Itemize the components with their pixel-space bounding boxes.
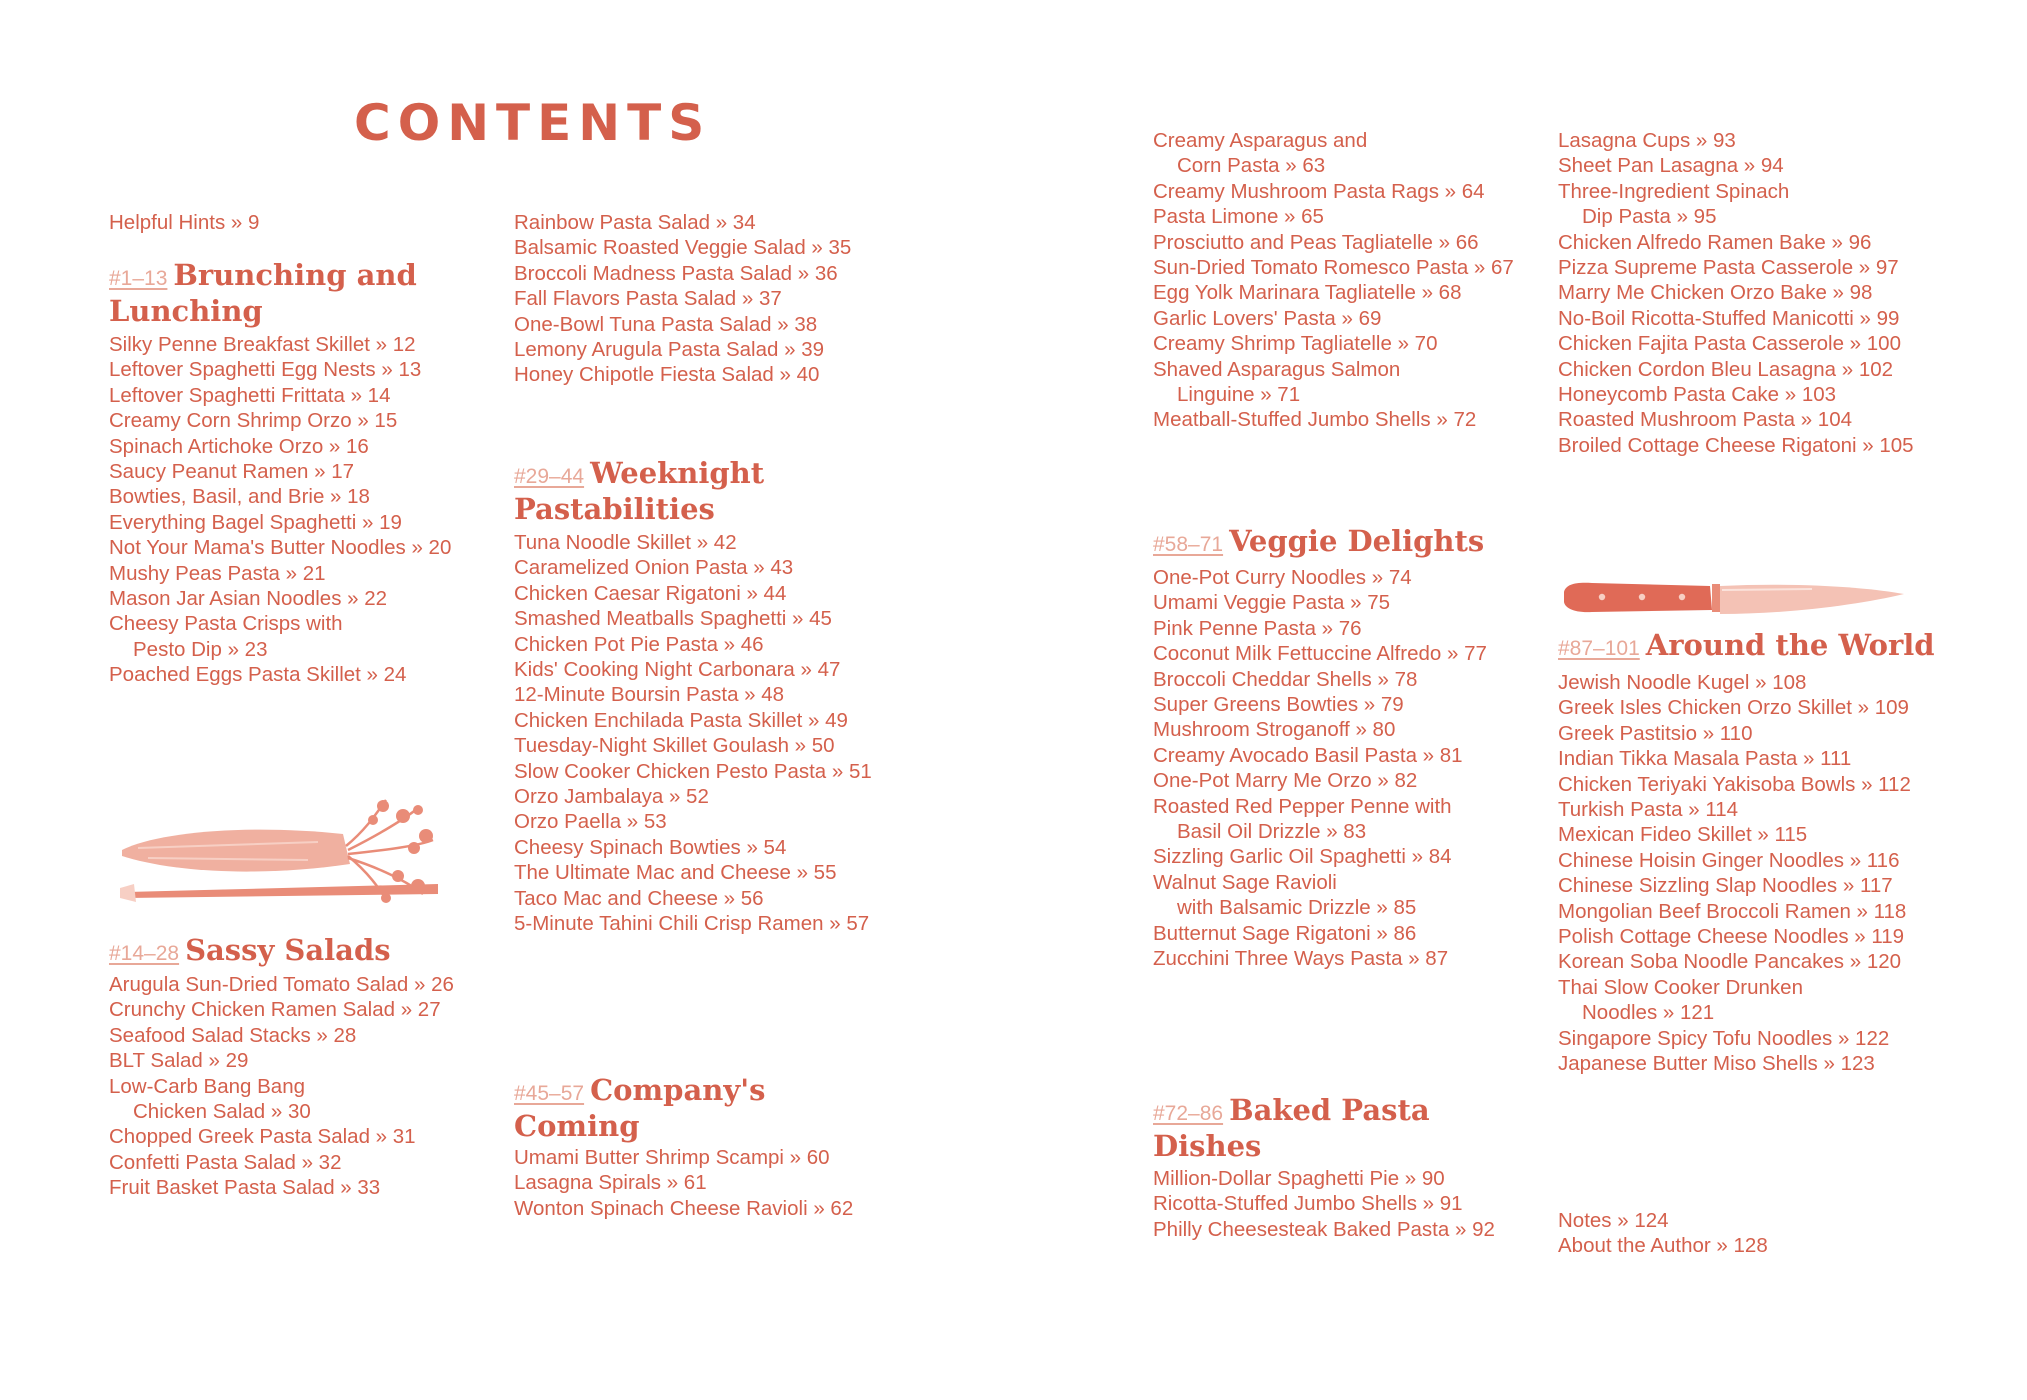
toc-entry: Marry Me Chicken Orzo Bake » 98 [1558, 281, 1873, 305]
toc-entry: Chicken Fajita Pasta Casserole » 100 [1558, 332, 1901, 356]
toc-entry: Noodles » 121 [1582, 1001, 1715, 1025]
toc-entry: BLT Salad » 29 [109, 1049, 249, 1073]
section-list-salads [109, 972, 454, 1201]
section-list-world [1558, 670, 1911, 1077]
toc-entry: Honey Chipotle Fiesta Salad » 40 [514, 363, 820, 387]
toc-entry: Walnut Sage Ravioli [1153, 870, 1337, 894]
toc-entry: Three-Ingredient Spinach [1558, 179, 1790, 203]
toc-entry: Crunchy Chicken Ramen Salad » 27 [109, 998, 441, 1022]
toc-entry: Bowties, Basil, and Brie » 18 [109, 485, 370, 509]
section-heading-salads [109, 934, 391, 970]
toc-entry: Prosciutto and Peas Tagliatelle » 66 [1153, 230, 1479, 254]
toc-entry: Dip Pasta » 95 [1582, 205, 1717, 229]
section-title-line [514, 457, 764, 493]
toc-column-3 [1153, 128, 1514, 433]
toc-entry: Corn Pasta » 63 [1177, 154, 1326, 178]
section-heading-company [514, 1074, 765, 1143]
toc-entry: Confetti Pasta Salad » 32 [109, 1150, 342, 1174]
toc-entry: Kids' Cooking Night Carbonara » 47 [514, 658, 841, 682]
section-title-line [514, 1074, 765, 1110]
toc-entry: Broccoli Madness Pasta Salad » 36 [514, 261, 838, 285]
toc-entry: Pizza Supreme Pasta Casserole » 97 [1558, 256, 1899, 280]
section-title-line [1558, 629, 1935, 665]
section-title-line [514, 1110, 765, 1143]
toc-entry: Creamy Asparagus and [1153, 129, 1368, 152]
toc-entry: Mason Jar Asian Noodles » 22 [109, 587, 388, 611]
section-title-line [1153, 525, 1484, 561]
toc-entry: Poached Eggs Pasta Skillet » 24 [109, 663, 407, 687]
toc-entry: Mongolian Beef Broccoli Ramen » 118 [1558, 899, 1907, 923]
toc-entry: Tuna Noodle Skillet » 42 [514, 531, 737, 554]
toc-entry: Not Your Mama's Butter Noodles » 20 [109, 536, 452, 560]
section-title-line [514, 493, 764, 526]
toc-entry: Broiled Cottage Cheese Rigatoni » 105 [1558, 433, 1914, 457]
section-heading-veggie [1153, 525, 1484, 561]
toc-entry: Umami Butter Shrimp Scampi » 60 [514, 1146, 830, 1169]
toc-entry: Chicken Salad » 30 [133, 1100, 311, 1124]
toc-entry: Mushroom Stroganoff » 80 [1153, 718, 1396, 742]
toc-entry: Sizzling Garlic Oil Spaghetti » 84 [1153, 845, 1452, 869]
toc-entry: Broccoli Cheddar Shells » 78 [1153, 667, 1418, 691]
toc-entry: Silky Penne Breakfast Skillet » 12 [109, 333, 416, 356]
section-list-weeknight [514, 530, 872, 937]
section-title-line [109, 295, 417, 328]
toc-entry: Low-Carb Bang Bang [109, 1074, 306, 1098]
section-heading-brunching [109, 259, 417, 328]
back-matter-list [1558, 1208, 1768, 1259]
toc-entry: Rainbow Pasta Salad » 34 [514, 211, 756, 234]
carrot-icon [118, 798, 438, 908]
toc-entry: Roasted Red Pepper Penne with [1153, 794, 1452, 818]
toc-entry: Creamy Mushroom Pasta Rags » 64 [1153, 179, 1485, 203]
toc-entry: Indian Tikka Masala Pasta » 111 [1558, 747, 1852, 771]
toc-column-4 [1558, 128, 1914, 458]
section-list-veggie [1153, 565, 1487, 972]
toc-entry: Leftover Spaghetti Egg Nests » 13 [109, 358, 422, 382]
section-name: Veggie Delights [1229, 524, 1485, 558]
section-heading-weeknight [514, 457, 764, 526]
toc-entry: Leftover Spaghetti Frittata » 14 [109, 383, 391, 407]
section-name: Around the World [1645, 628, 1935, 662]
toc-entry: Meatball-Stuffed Jumbo Shells » 72 [1153, 408, 1477, 432]
section-heading-world [1558, 629, 1935, 665]
section-name: Baked Pasta [1229, 1093, 1430, 1127]
toc-entry: Singapore Spicy Tofu Noodles » 122 [1558, 1026, 1890, 1050]
toc-entry: Philly Cheesesteak Baked Pasta » 92 [1153, 1217, 1495, 1241]
toc-entry: Chicken Enchilada Pasta Skillet » 49 [514, 708, 848, 732]
toc-entry: Creamy Shrimp Tagliatelle » 70 [1153, 332, 1438, 356]
section-name: Weeknight [590, 456, 765, 490]
toc-entry: Lasagna Cups » 93 [1558, 129, 1736, 152]
toc-entry: Slow Cooker Chicken Pesto Pasta » 51 [514, 759, 872, 783]
toc-entry: Spinach Artichoke Orzo » 16 [109, 434, 369, 458]
toc-entry: Korean Soba Noodle Pancakes » 120 [1558, 950, 1902, 974]
section-name: Lunching [109, 294, 263, 328]
toc-column-2 [514, 210, 851, 388]
toc-entry: Chicken Caesar Rigatoni » 44 [514, 581, 787, 605]
toc-entry: Polish Cottage Cheese Noodles » 119 [1558, 925, 1905, 949]
toc-entry: Garlic Lovers' Pasta » 69 [1153, 306, 1382, 330]
toc-entry: Ricotta-Stuffed Jumbo Shells » 91 [1153, 1192, 1463, 1216]
toc-entry: Shaved Asparagus Salmon [1153, 357, 1401, 381]
toc-entry: Orzo Paella » 53 [514, 810, 667, 834]
toc-entry: Helpful Hints » 9 [109, 211, 260, 234]
toc-entry: Cheesy Spinach Bowties » 54 [514, 835, 787, 859]
toc-entry: Pink Penne Pasta » 76 [1153, 616, 1362, 640]
toc-entry: Creamy Corn Shrimp Orzo » 15 [109, 409, 398, 433]
section-list-brunching [109, 332, 451, 688]
toc-entry: Seafood Salad Stacks » 28 [109, 1023, 357, 1047]
toc-entry: Wonton Spinach Cheese Ravioli » 62 [514, 1196, 854, 1220]
toc-entry: Sheet Pan Lasagna » 94 [1558, 154, 1784, 178]
toc-entry: Notes » 124 [1558, 1209, 1669, 1232]
toc-entry: Egg Yolk Marinara Tagliatelle » 68 [1153, 281, 1462, 305]
toc-entry: Chicken Teriyaki Yakisoba Bowls » 112 [1558, 772, 1911, 796]
toc-entry: Jewish Noodle Kugel » 108 [1558, 671, 1807, 694]
toc-entry: Fruit Basket Pasta Salad » 33 [109, 1176, 381, 1200]
toc-entry: 12-Minute Boursin Pasta » 48 [514, 683, 785, 707]
section-number: #45–57 [514, 1082, 585, 1105]
toc-entry: Chicken Alfredo Ramen Bake » 96 [1558, 230, 1872, 254]
toc-entry: Chopped Greek Pasta Salad » 31 [109, 1125, 416, 1149]
section-heading-baked [1153, 1094, 1430, 1163]
section-name: Brunching and [173, 258, 417, 292]
section-number: #87–101 [1558, 637, 1640, 660]
toc-entry: Chinese Sizzling Slap Noodles » 117 [1558, 874, 1893, 898]
toc-entry: Turkish Pasta » 114 [1558, 798, 1739, 822]
toc-entry: Million-Dollar Spaghetti Pie » 90 [1153, 1167, 1445, 1190]
toc-entry: Thai Slow Cooker Drunken [1558, 975, 1803, 999]
section-title-line [1153, 1130, 1430, 1163]
section-number: #14–28 [109, 942, 180, 965]
toc-entry: Roasted Mushroom Pasta » 104 [1558, 408, 1852, 432]
toc-entry: One-Pot Curry Noodles » 74 [1153, 566, 1412, 589]
toc-entry: Taco Mac and Cheese » 56 [514, 886, 764, 910]
knife-icon [1562, 578, 1907, 620]
section-list-baked [1153, 1166, 1495, 1242]
section-number: #29–44 [514, 465, 585, 488]
toc-entry: Fall Flavors Pasta Salad » 37 [514, 287, 782, 311]
toc-entry: Chicken Cordon Bleu Lasagna » 102 [1558, 357, 1894, 381]
toc-entry: One-Bowl Tuna Pasta Salad » 38 [514, 312, 818, 336]
section-title-line [1153, 1094, 1430, 1130]
toc-entry: Greek Pastitsio » 110 [1558, 721, 1753, 745]
toc-entry: No-Boil Ricotta-Stuffed Manicotti » 99 [1558, 306, 1900, 330]
toc-entry: with Balsamic Drizzle » 85 [1177, 896, 1417, 920]
toc-entry: Linguine » 71 [1177, 383, 1301, 407]
toc-entry: Mushy Peas Pasta » 21 [109, 561, 326, 585]
section-name: Coming [514, 1109, 640, 1143]
toc-entry: The Ultimate Mac and Cheese » 55 [514, 861, 837, 885]
toc-entry: Lasagna Spirals » 61 [514, 1171, 707, 1195]
toc-entry: Cheesy Pasta Crisps with [109, 612, 343, 636]
toc-entry: Japanese Butter Miso Shells » 123 [1558, 1052, 1875, 1076]
toc-entry: Butternut Sage Rigatoni » 86 [1153, 921, 1417, 945]
section-title-line [109, 259, 417, 295]
toc-entry: Orzo Jambalaya » 52 [514, 785, 709, 809]
section-name: Company's [590, 1073, 766, 1107]
section-number: #72–86 [1153, 1102, 1224, 1125]
toc-entry: Coconut Milk Fettuccine Alfredo » 77 [1153, 642, 1487, 666]
section-name: Sassy Salads [185, 933, 391, 967]
toc-entry: Smashed Meatballs Spaghetti » 45 [514, 607, 832, 631]
toc-entry: Pasta Limone » 65 [1153, 205, 1324, 229]
toc-column-1 [109, 210, 259, 235]
toc-entry: Arugula Sun-Dried Tomato Salad » 26 [109, 973, 454, 996]
toc-entry: One-Pot Marry Me Orzo » 82 [1153, 769, 1418, 793]
section-title-line [109, 934, 391, 970]
toc-entry: Chicken Pot Pie Pasta » 46 [514, 632, 764, 656]
toc-entry: Sun-Dried Tomato Romesco Pasta » 67 [1153, 256, 1514, 280]
section-name: Pastabilities [514, 492, 715, 526]
section-name: Dishes [1153, 1129, 1262, 1163]
toc-entry: Mexican Fideo Skillet » 115 [1558, 823, 1808, 847]
toc-entry: Zucchini Three Ways Pasta » 87 [1153, 947, 1449, 971]
toc-entry: About the Author » 128 [1558, 1234, 1768, 1258]
toc-entry: Basil Oil Drizzle » 83 [1177, 820, 1367, 844]
toc-entry: Saucy Peanut Ramen » 17 [109, 460, 355, 484]
toc-entry: Greek Isles Chicken Orzo Skillet » 109 [1558, 696, 1909, 720]
toc-entry: Balsamic Roasted Veggie Salad » 35 [514, 236, 852, 260]
toc-entry: Chinese Hoisin Ginger Noodles » 116 [1558, 848, 1900, 872]
section-number: #58–71 [1153, 533, 1224, 556]
toc-entry: Umami Veggie Pasta » 75 [1153, 591, 1391, 615]
toc-entry: Creamy Avocado Basil Pasta » 81 [1153, 743, 1463, 767]
toc-entry: Super Greens Bowties » 79 [1153, 693, 1404, 717]
toc-entry: Honeycomb Pasta Cake » 103 [1558, 383, 1837, 407]
toc-entry: 5-Minute Tahini Chili Crisp Ramen » 57 [514, 912, 870, 936]
section-number: #1–13 [109, 267, 168, 290]
section-list-company [514, 1145, 853, 1221]
toc-entry: Caramelized Onion Pasta » 43 [514, 556, 794, 580]
toc-entry: Everything Bagel Spaghetti » 19 [109, 510, 402, 534]
page-title: CONTENTS [354, 94, 712, 152]
toc-entry: Pesto Dip » 23 [133, 637, 268, 661]
toc-entry: Lemony Arugula Pasta Salad » 39 [514, 338, 824, 362]
toc-entry: Tuesday-Night Skillet Goulash » 50 [514, 734, 835, 758]
